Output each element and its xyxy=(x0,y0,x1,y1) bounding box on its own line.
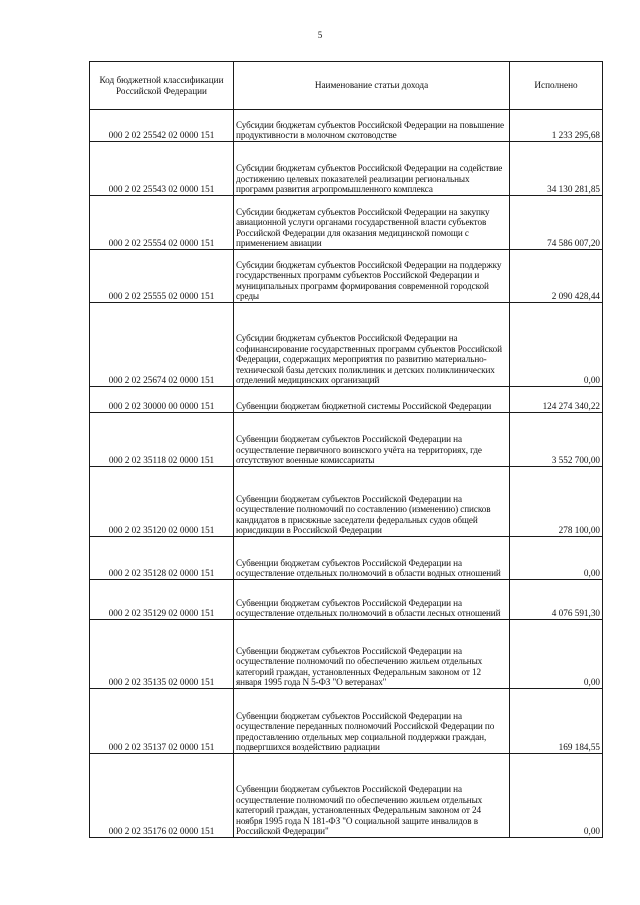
classification-code: 000 2 02 35176 02 0000 151 xyxy=(90,754,234,838)
executed-amount: 169 184,55 xyxy=(510,689,603,754)
revenue-item-name: Субсидии бюджетам субъектов Российской Федерации на закупку авиационной услуги органами государственной власти субъектов Российской Федерации для оказания медицинской помощи с применением авиации xyxy=(234,196,510,250)
table-row xyxy=(90,303,603,387)
executed-amount: 2 090 428,44 xyxy=(510,250,603,303)
revenue-item-name: Субсидии бюджетам субъектов Российской Федерации на содействие достижению целевых показателей реализации региональных программ развития агропромышленного комплекса xyxy=(234,142,510,196)
executed-amount: 0,00 xyxy=(510,754,603,838)
executed-amount: 74 586 007,20 xyxy=(510,196,603,250)
executed-amount: 4 076 591,30 xyxy=(510,580,603,620)
table-header-row xyxy=(90,62,603,110)
executed-amount: 124 274 340,22 xyxy=(510,387,603,413)
revenue-item-name: Субвенции бюджетам субъектов Российской Федерации на осуществление первичного воинского учёта на территориях, где отсутствуют военные комиссариаты xyxy=(234,413,510,467)
table-row xyxy=(90,754,603,838)
executed-amount: 0,00 xyxy=(510,537,603,580)
classification-code: 000 2 02 25542 02 0000 151 xyxy=(90,110,234,142)
revenue-item-name: Субсидии бюджетам субъектов Российской Федерации на поддержку государственных программ субъектов Российской Федерации и муниципальных программ формирования современной городской среды xyxy=(234,250,510,303)
executed-amount: 278 100,00 xyxy=(510,467,603,537)
table-row xyxy=(90,537,603,580)
executed-amount: 1 233 295,68 xyxy=(510,110,603,142)
revenue-item-name: Субвенции бюджетам бюджетной системы Российской Федерации xyxy=(234,387,510,413)
page-number: 5 xyxy=(317,30,323,40)
executed-amount: 34 130 281,85 xyxy=(510,142,603,196)
executed-amount: 0,00 xyxy=(510,303,603,387)
revenue-item-name: Субвенции бюджетам субъектов Российской Федерации на осуществление полномочий по составлению (изменению) списков кандидатов в присяжные заседатели федеральных судов общей юрисдикции в Российской Федерации xyxy=(234,467,510,537)
classification-code: 000 2 02 25555 02 0000 151 xyxy=(90,250,234,303)
table-row xyxy=(90,620,603,689)
table-row xyxy=(90,467,603,537)
column-header-executed: Исполнено xyxy=(510,62,603,110)
revenue-item-name: Субвенции бюджетам субъектов Российской Федерации на осуществление отдельных полномочий в области водных отношений xyxy=(234,537,510,580)
budget-revenue-table xyxy=(89,61,603,838)
table-row xyxy=(90,142,603,196)
column-header-name: Наименование статьи дохода xyxy=(234,62,510,110)
revenue-item-name: Субвенции бюджетам субъектов Российской Федерации на осуществление полномочий по обеспечению жильем отдельных категорий граждан, установленных Федеральным законом от 12 января 1995 года N 5-ФЗ "О ветеранах" xyxy=(234,620,510,689)
revenue-item-name: Субвенции бюджетам субъектов Российской Федерации на осуществление переданных полномочий Российской Федерации по предоставлению отдельных мер социальной поддержки граждан, подвергшихся воздействию радиации xyxy=(234,689,510,754)
table-row xyxy=(90,689,603,754)
revenue-item-name: Субвенции бюджетам субъектов Российской Федерации на осуществление полномочий по обеспечению жильем отдельных категорий граждан, установленных Федеральным законом от 24 ноября 1995 года N 181-ФЗ "О социальной защите инвалидов в Российской Федерации" xyxy=(234,754,510,838)
classification-code: 000 2 02 25554 02 0000 151 xyxy=(90,196,234,250)
table-row xyxy=(90,387,603,413)
classification-code: 000 2 02 35135 02 0000 151 xyxy=(90,620,234,689)
executed-amount: 0,00 xyxy=(510,620,603,689)
classification-code: 000 2 02 25543 02 0000 151 xyxy=(90,142,234,196)
table-row xyxy=(90,196,603,250)
table-row xyxy=(90,110,603,142)
classification-code: 000 2 02 35128 02 0000 151 xyxy=(90,537,234,580)
table-row xyxy=(90,580,603,620)
classification-code: 000 2 02 35120 02 0000 151 xyxy=(90,467,234,537)
classification-code: 000 2 02 35129 02 0000 151 xyxy=(90,580,234,620)
table-row xyxy=(90,250,603,303)
revenue-item-name: Субсидии бюджетам субъектов Российской Федерации на софинансирование государственных программ субъектов Российской Федерации, содержащих мероприятия по развитию материально-технической базы детских поликлиник и детских поликлинических отделений медицинских организаций xyxy=(234,303,510,387)
table-row xyxy=(90,413,603,467)
classification-code: 000 2 02 35118 02 0000 151 xyxy=(90,413,234,467)
classification-code: 000 2 02 35137 02 0000 151 xyxy=(90,689,234,754)
classification-code: 000 2 02 30000 00 0000 151 xyxy=(90,387,234,413)
executed-amount: 3 552 700,00 xyxy=(510,413,603,467)
classification-code: 000 2 02 25674 02 0000 151 xyxy=(90,303,234,387)
column-header-code: Код бюджетной классификации Российской Федерации xyxy=(90,62,234,110)
revenue-item-name: Субсидии бюджетам субъектов Российской Федерации на повышение продуктивности в молочном скотоводстве xyxy=(234,110,510,142)
revenue-item-name: Субвенции бюджетам субъектов Российской Федерации на осуществление отдельных полномочий в области лесных отношений xyxy=(234,580,510,620)
